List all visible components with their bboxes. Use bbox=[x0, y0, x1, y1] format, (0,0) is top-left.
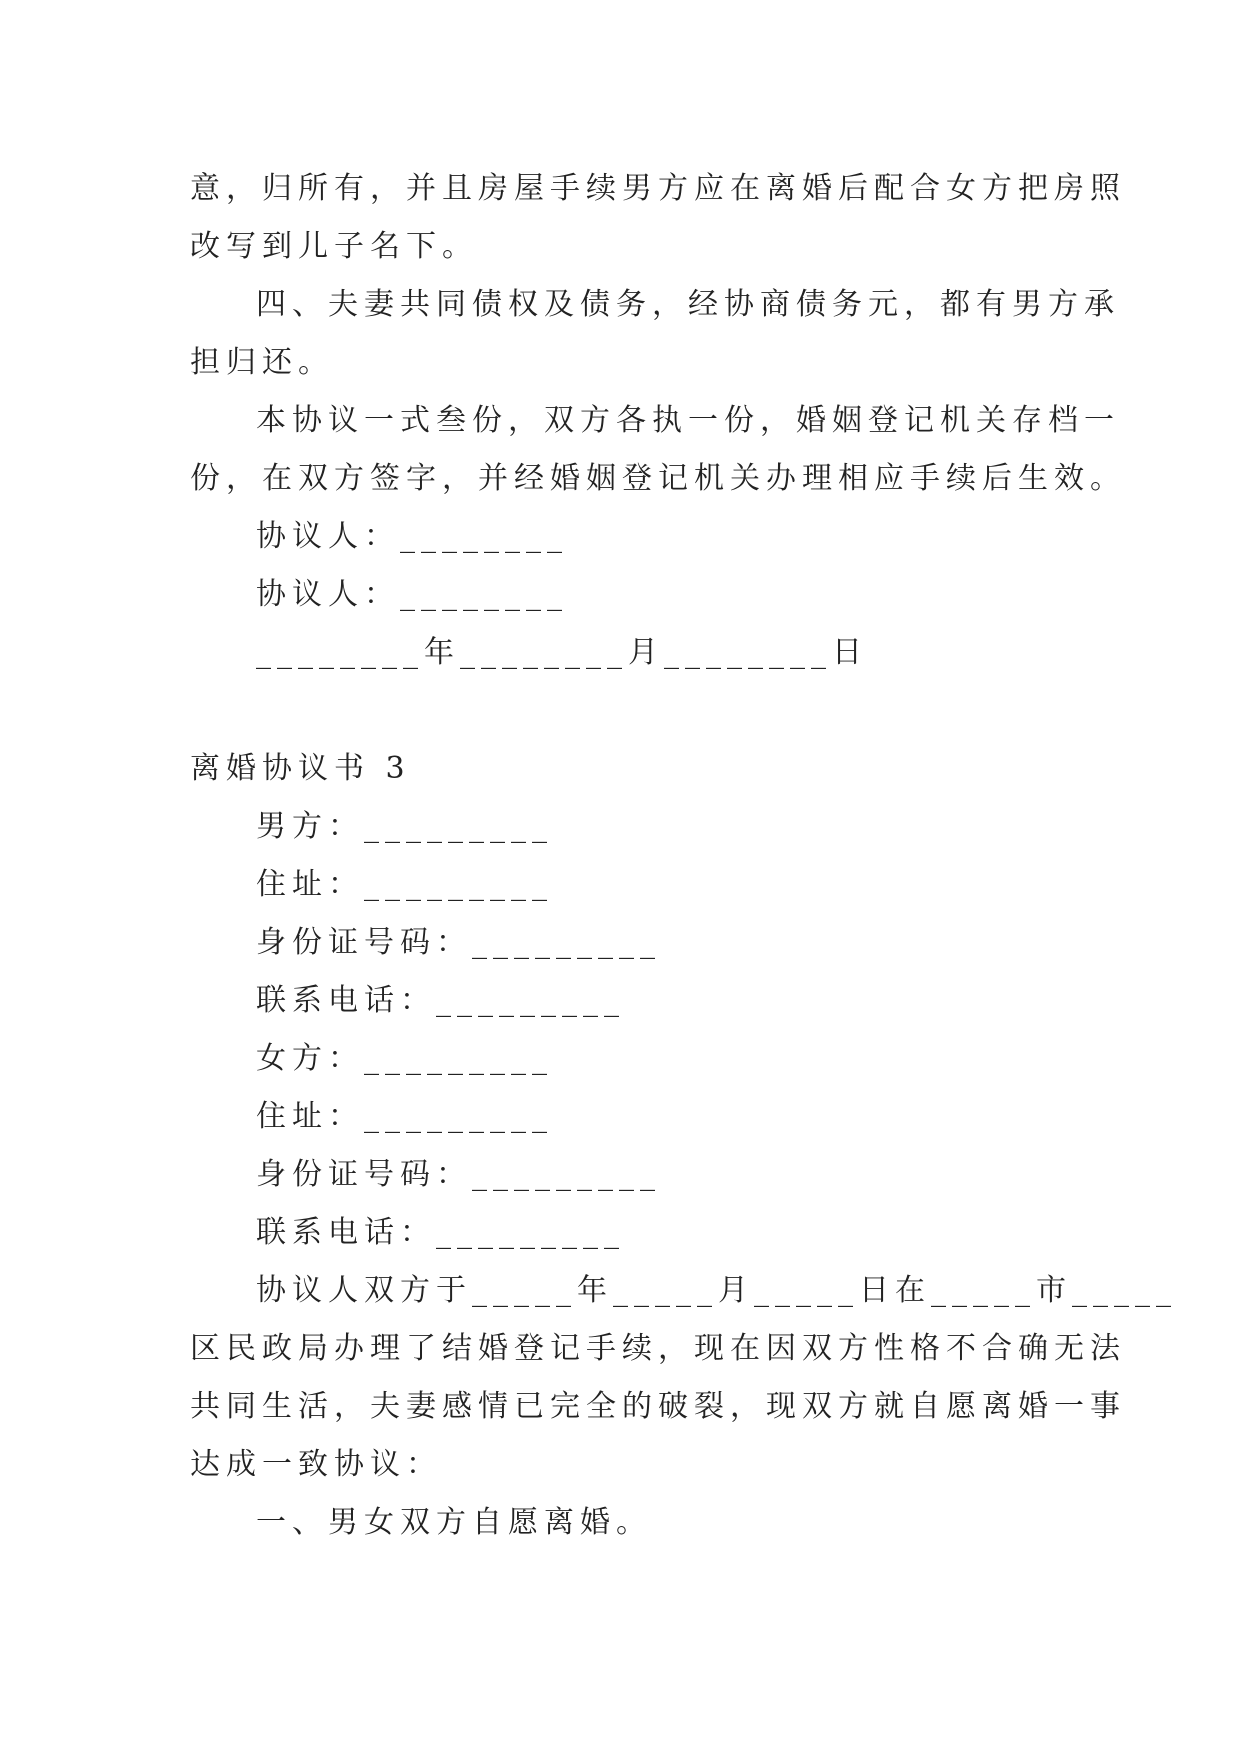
form-field-female: 女方：_________ bbox=[256, 1041, 553, 1076]
paragraph-line: 意，归所有，并且房屋手续男方应在离婚后配合女方把房照 bbox=[190, 171, 1126, 206]
paragraph-line: 共同生活，夫妻感情已完全的破裂，现双方就自愿离婚一事 bbox=[190, 1389, 1126, 1424]
paragraph-line: 区民政局办理了结婚登记手续，现在因双方性格不合确无法 bbox=[190, 1331, 1126, 1366]
form-field-phone: 联系电话：_________ bbox=[256, 983, 625, 1018]
signatory-line: 协议人：________ bbox=[256, 519, 568, 554]
blank-line bbox=[190, 682, 1050, 740]
paragraph-line: 改写到儿子名下。 bbox=[190, 229, 478, 264]
paragraph-line: 四、夫妻共同债权及债务，经协商债务元，都有男方承 bbox=[256, 287, 1120, 322]
form-field-male: 男方：_________ bbox=[256, 809, 553, 844]
paragraph-line: 达成一致协议： bbox=[190, 1447, 442, 1482]
document-body bbox=[190, 160, 1177, 1552]
paragraph-line: 协议人双方于_____年_____月_____日在_____市_____ bbox=[256, 1273, 1177, 1308]
form-field-address: 住址：_________ bbox=[256, 867, 553, 902]
paragraph-line: 份，在双方签字，并经婚姻登记机关办理相应手续后生效。 bbox=[190, 461, 1126, 496]
form-field-id-number: 身份证号码：_________ bbox=[256, 925, 661, 960]
date-line: ________年________月________日 bbox=[256, 635, 868, 670]
section-title: 离婚协议书 3 bbox=[190, 751, 411, 786]
form-field-id-number: 身份证号码：_________ bbox=[256, 1157, 661, 1192]
form-field-phone: 联系电话：_________ bbox=[256, 1215, 625, 1250]
paragraph-line: 担归还。 bbox=[190, 345, 334, 380]
paragraph-line: 一、男女双方自愿离婚。 bbox=[256, 1505, 652, 1540]
signatory-line: 协议人：________ bbox=[256, 577, 568, 612]
form-field-address: 住址：_________ bbox=[256, 1099, 553, 1134]
paragraph-line: 本协议一式叁份，双方各执一份，婚姻登记机关存档一 bbox=[256, 403, 1120, 438]
